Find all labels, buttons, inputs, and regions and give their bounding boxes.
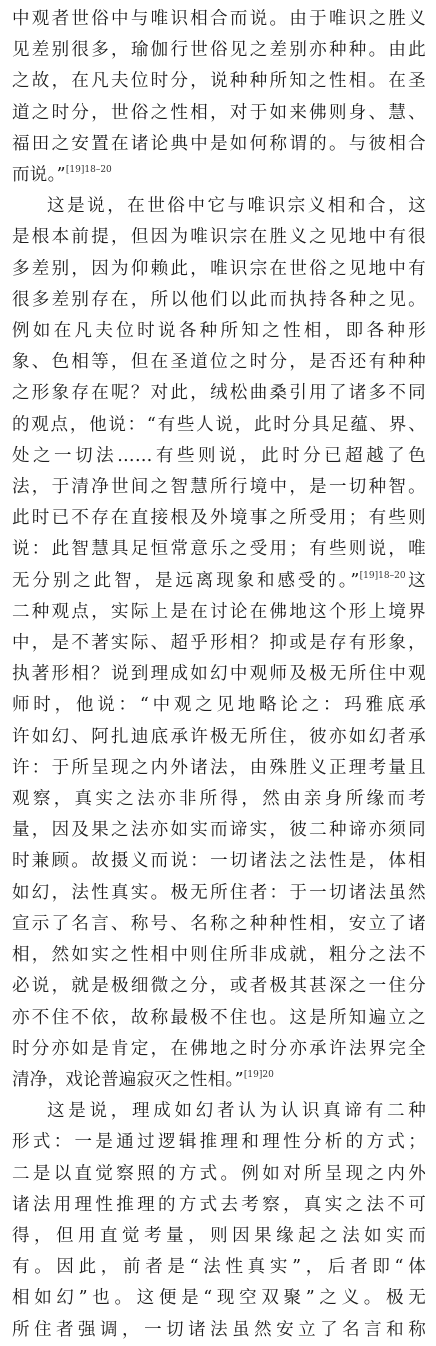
text-line: 许：于所呈现之内外诸法，由殊胜义正理考量且 — [12, 757, 426, 778]
text-line: 时分亦如是肯定，在佛地之时分亦承许法界完全 — [12, 1038, 426, 1059]
text-line: 很多差别存在，所以他们以此而执持各种之见。 — [12, 289, 426, 310]
text-line: 福田之安置在诸论典中是如何称谓的。与彼相合 — [12, 133, 426, 154]
text-line: 相，然如实之性相中则住所非成就，粗分之法不 — [12, 945, 426, 966]
text-line: 法，于清净世间之智慧所行境中，是一切种智。 — [12, 477, 426, 498]
text-line: 得，但用直觉考量，则因果缘起之法如实而 — [12, 1225, 426, 1246]
text-line: 二种观点，实际上是在讨论在佛地这个形上境界 — [12, 601, 426, 622]
text-line: 道之时分，世俗之性相，对于如来佛则身、慧、 — [12, 102, 426, 123]
paragraph-1 — [12, 4, 426, 191]
text-line — [12, 1065, 426, 1096]
text-line: 量，因及果之法亦如实而谛实，彼二种谛亦须同 — [12, 820, 426, 841]
paragraph-2 — [12, 191, 426, 1096]
text-line: 二是以直觉察照的方式。例如对所呈现之内外 — [12, 1163, 426, 1184]
text-line: 许如幻、阿扎迪底承许极无所住，彼亦如幻者承 — [12, 726, 426, 747]
text-line: 这是说，理成如幻者认为认识真谛有二种 — [47, 1101, 426, 1122]
text-line: 中，是不著实际、超乎形相？抑或是存有形象， — [12, 633, 426, 654]
text-line: 处之一切法……有些则说，此时分已超越了色 — [12, 445, 426, 466]
text-line: 形式：一是通过逻辑推理和理性分析的方式； — [12, 1132, 426, 1153]
text-line: 例如在凡夫位时说各种所知之性相，即各种形 — [12, 321, 426, 342]
citation-reference: [19]18–20 — [359, 570, 406, 581]
text-line: 师时，他说：“中观之见地略论之：玛雅底承 — [12, 695, 426, 716]
line-tail-text: 这 — [405, 570, 426, 591]
text-line: 所住者强调，一切诸法虽然安立了名言和称 — [12, 1319, 426, 1340]
text-line: 是根本前提，但因为唯识宗在胜义之见地中有很 — [12, 227, 426, 248]
citation-reference: [19]20 — [243, 1069, 274, 1080]
text-line — [12, 566, 426, 597]
text-line: 如幻，法性真实。极无所住者：于一切诸法虽然 — [12, 882, 426, 903]
text-line: 必说，就是极细微之分，或者极其甚深之一住分 — [12, 976, 426, 997]
text-line: 相如幻”也。这便是“现空双聚”之义。极无 — [12, 1288, 426, 1309]
text-line: 之形象存在呢？对此，绒松曲桑引用了诸多不同 — [12, 383, 426, 404]
text-line: 宣示了名言、称号、名称之种种性相，安立了诸 — [12, 913, 426, 934]
line-text: 清净，戏论普遍寂灭之性相。” — [12, 1069, 244, 1090]
text-line: 诸法用理性推理的方式去考察，真实之法不可 — [12, 1194, 426, 1215]
text-line: 说：此智慧具足恒常意乐之受用；有些则说，唯 — [12, 539, 426, 560]
text-line: 有。因此，前者是“法性真实”，后者即“体 — [12, 1257, 426, 1278]
text-line: 的观点，他说：“有些人说，此时分具足蕴、界、 — [12, 414, 426, 435]
text-line: 之故，在凡夫位时分，说种种所知之性相。在圣 — [12, 71, 426, 92]
text-line: 执著形相？说到理成如幻中观师及极无所住中观 — [12, 664, 426, 685]
text-line: 亦不住不依，故称最极不住也。这是所知遍立之 — [12, 1007, 426, 1028]
text-line: 中观者世俗中与唯识相合而说。由于唯识之胜义 — [12, 9, 426, 29]
text-line: 多差别，因为仰赖此，唯识宗在世俗之见地中有 — [12, 258, 426, 279]
line-text: 而说。” — [12, 165, 66, 186]
text-line: 此时已不存在直接根及外境事之所受用；有些则 — [12, 508, 426, 529]
citation-reference: [19]18–20 — [65, 165, 112, 176]
text-line — [12, 160, 426, 191]
line-text: 无分别之此智，是远离现象和感受的。” — [12, 570, 360, 591]
text-line: 见差别很多，瑜伽行世俗见之差别亦种种。由此 — [12, 40, 426, 61]
paragraph-3 — [12, 1096, 426, 1346]
text-line: 象、色相等，但在圣道位之时分，是否还有种种 — [12, 352, 426, 373]
text-line: 观察，真实之法亦非所得，然由亲身所缘而考 — [12, 789, 426, 810]
text-line: 时兼顾。故摄义而说：一切诸法之法性是，体相 — [12, 851, 426, 872]
text-line: 这是说，在世俗中它与唯识宗义相和合，这 — [47, 196, 426, 217]
